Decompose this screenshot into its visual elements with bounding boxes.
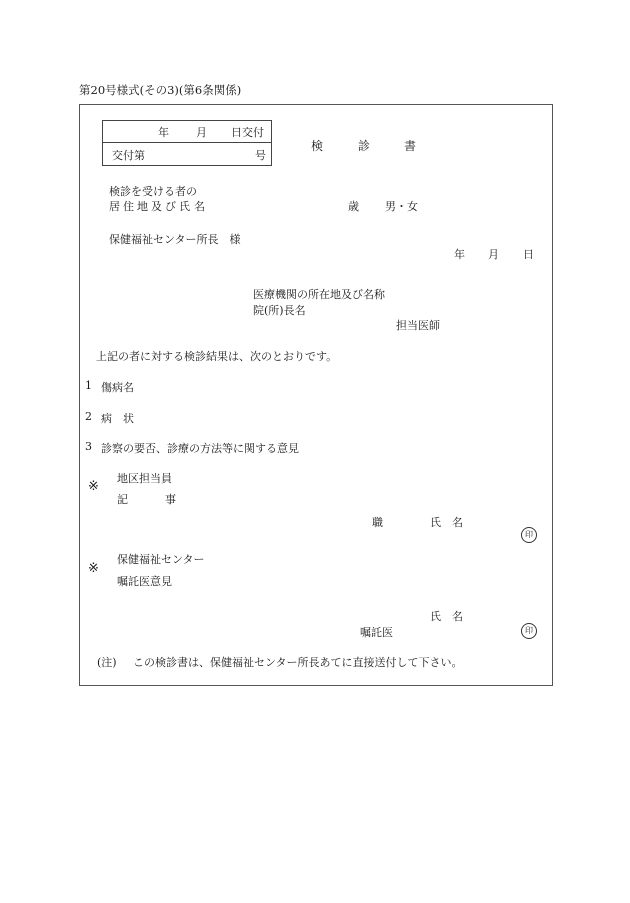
issue-day-label: 日交付	[231, 126, 264, 139]
section-b-seal-icon: 印	[521, 623, 537, 639]
subject-label-char-4: 及	[151, 200, 162, 213]
section-a-name-label: 氏 名	[430, 516, 463, 529]
age-label: 歳	[348, 200, 359, 213]
section-b-doctor-label: 嘱託医	[360, 626, 393, 639]
subject-label-char-6: 氏	[179, 200, 190, 213]
item-2-label: 病 状	[101, 412, 134, 425]
section-b-name-label: 氏 名	[430, 610, 463, 623]
item-2-number: 2	[85, 410, 92, 423]
section-a-char-2: 事	[165, 493, 176, 506]
section-a-char-1: 記	[117, 493, 128, 506]
date-year-label: 年	[454, 248, 465, 261]
title-char-1: 検	[311, 139, 324, 153]
title-char-3: 書	[404, 139, 417, 153]
section-a-post-label: 職	[372, 516, 383, 529]
attending-doctor-label: 担当医師	[396, 319, 440, 332]
section-a-mark: ※	[88, 479, 99, 494]
subject-label-char-7: 名	[194, 200, 205, 213]
addressee: 保健福祉センター所長 様	[109, 233, 241, 246]
issue-number-suffix: 号	[255, 149, 266, 162]
item-1-label: 傷病名	[101, 381, 134, 394]
issue-month-label: 月	[196, 126, 207, 139]
note-text: この検診書は、保健福祉センター所長あてに直接送付して下さい。	[133, 656, 463, 669]
item-3-number: 3	[85, 440, 92, 453]
issue-number-prefix: 交付第	[112, 149, 145, 162]
institution-director-label: 院(所)長名	[253, 304, 306, 317]
sex-label: 男・女	[385, 200, 418, 213]
section-b-mark: ※	[88, 561, 99, 576]
form-code: 第20号様式(その3)(第6条関係)	[79, 83, 242, 97]
subject-label-char-2: 住	[123, 200, 134, 213]
issue-year-label: 年	[158, 126, 169, 139]
subject-label-char-3: 地	[137, 200, 148, 213]
institution-address-label: 医療機関の所在地及び名称	[253, 288, 385, 301]
item-3-label: 診察の要否、診療の方法等に関する意見	[101, 442, 299, 455]
subject-label-line1: 検診を受ける者の	[109, 185, 197, 198]
item-1-number: 1	[85, 379, 92, 392]
subject-label-char-1: 居	[109, 200, 120, 213]
note-prefix: (注)	[97, 656, 117, 669]
issue-box-divider	[103, 142, 271, 143]
date-month-label: 月	[488, 248, 499, 261]
section-a-line1: 地区担当員	[117, 472, 172, 485]
subject-label-char-5: び	[165, 200, 176, 213]
title-char-2: 診	[358, 139, 371, 153]
section-b-line2: 嘱託医意見	[117, 575, 172, 588]
intro-text: 上記の者に対する検診結果は、次のとおりです。	[96, 350, 338, 363]
section-a-seal-icon: 印	[521, 527, 537, 543]
date-day-label: 日	[523, 248, 534, 261]
section-b-line1: 保健福祉センター	[117, 553, 205, 566]
